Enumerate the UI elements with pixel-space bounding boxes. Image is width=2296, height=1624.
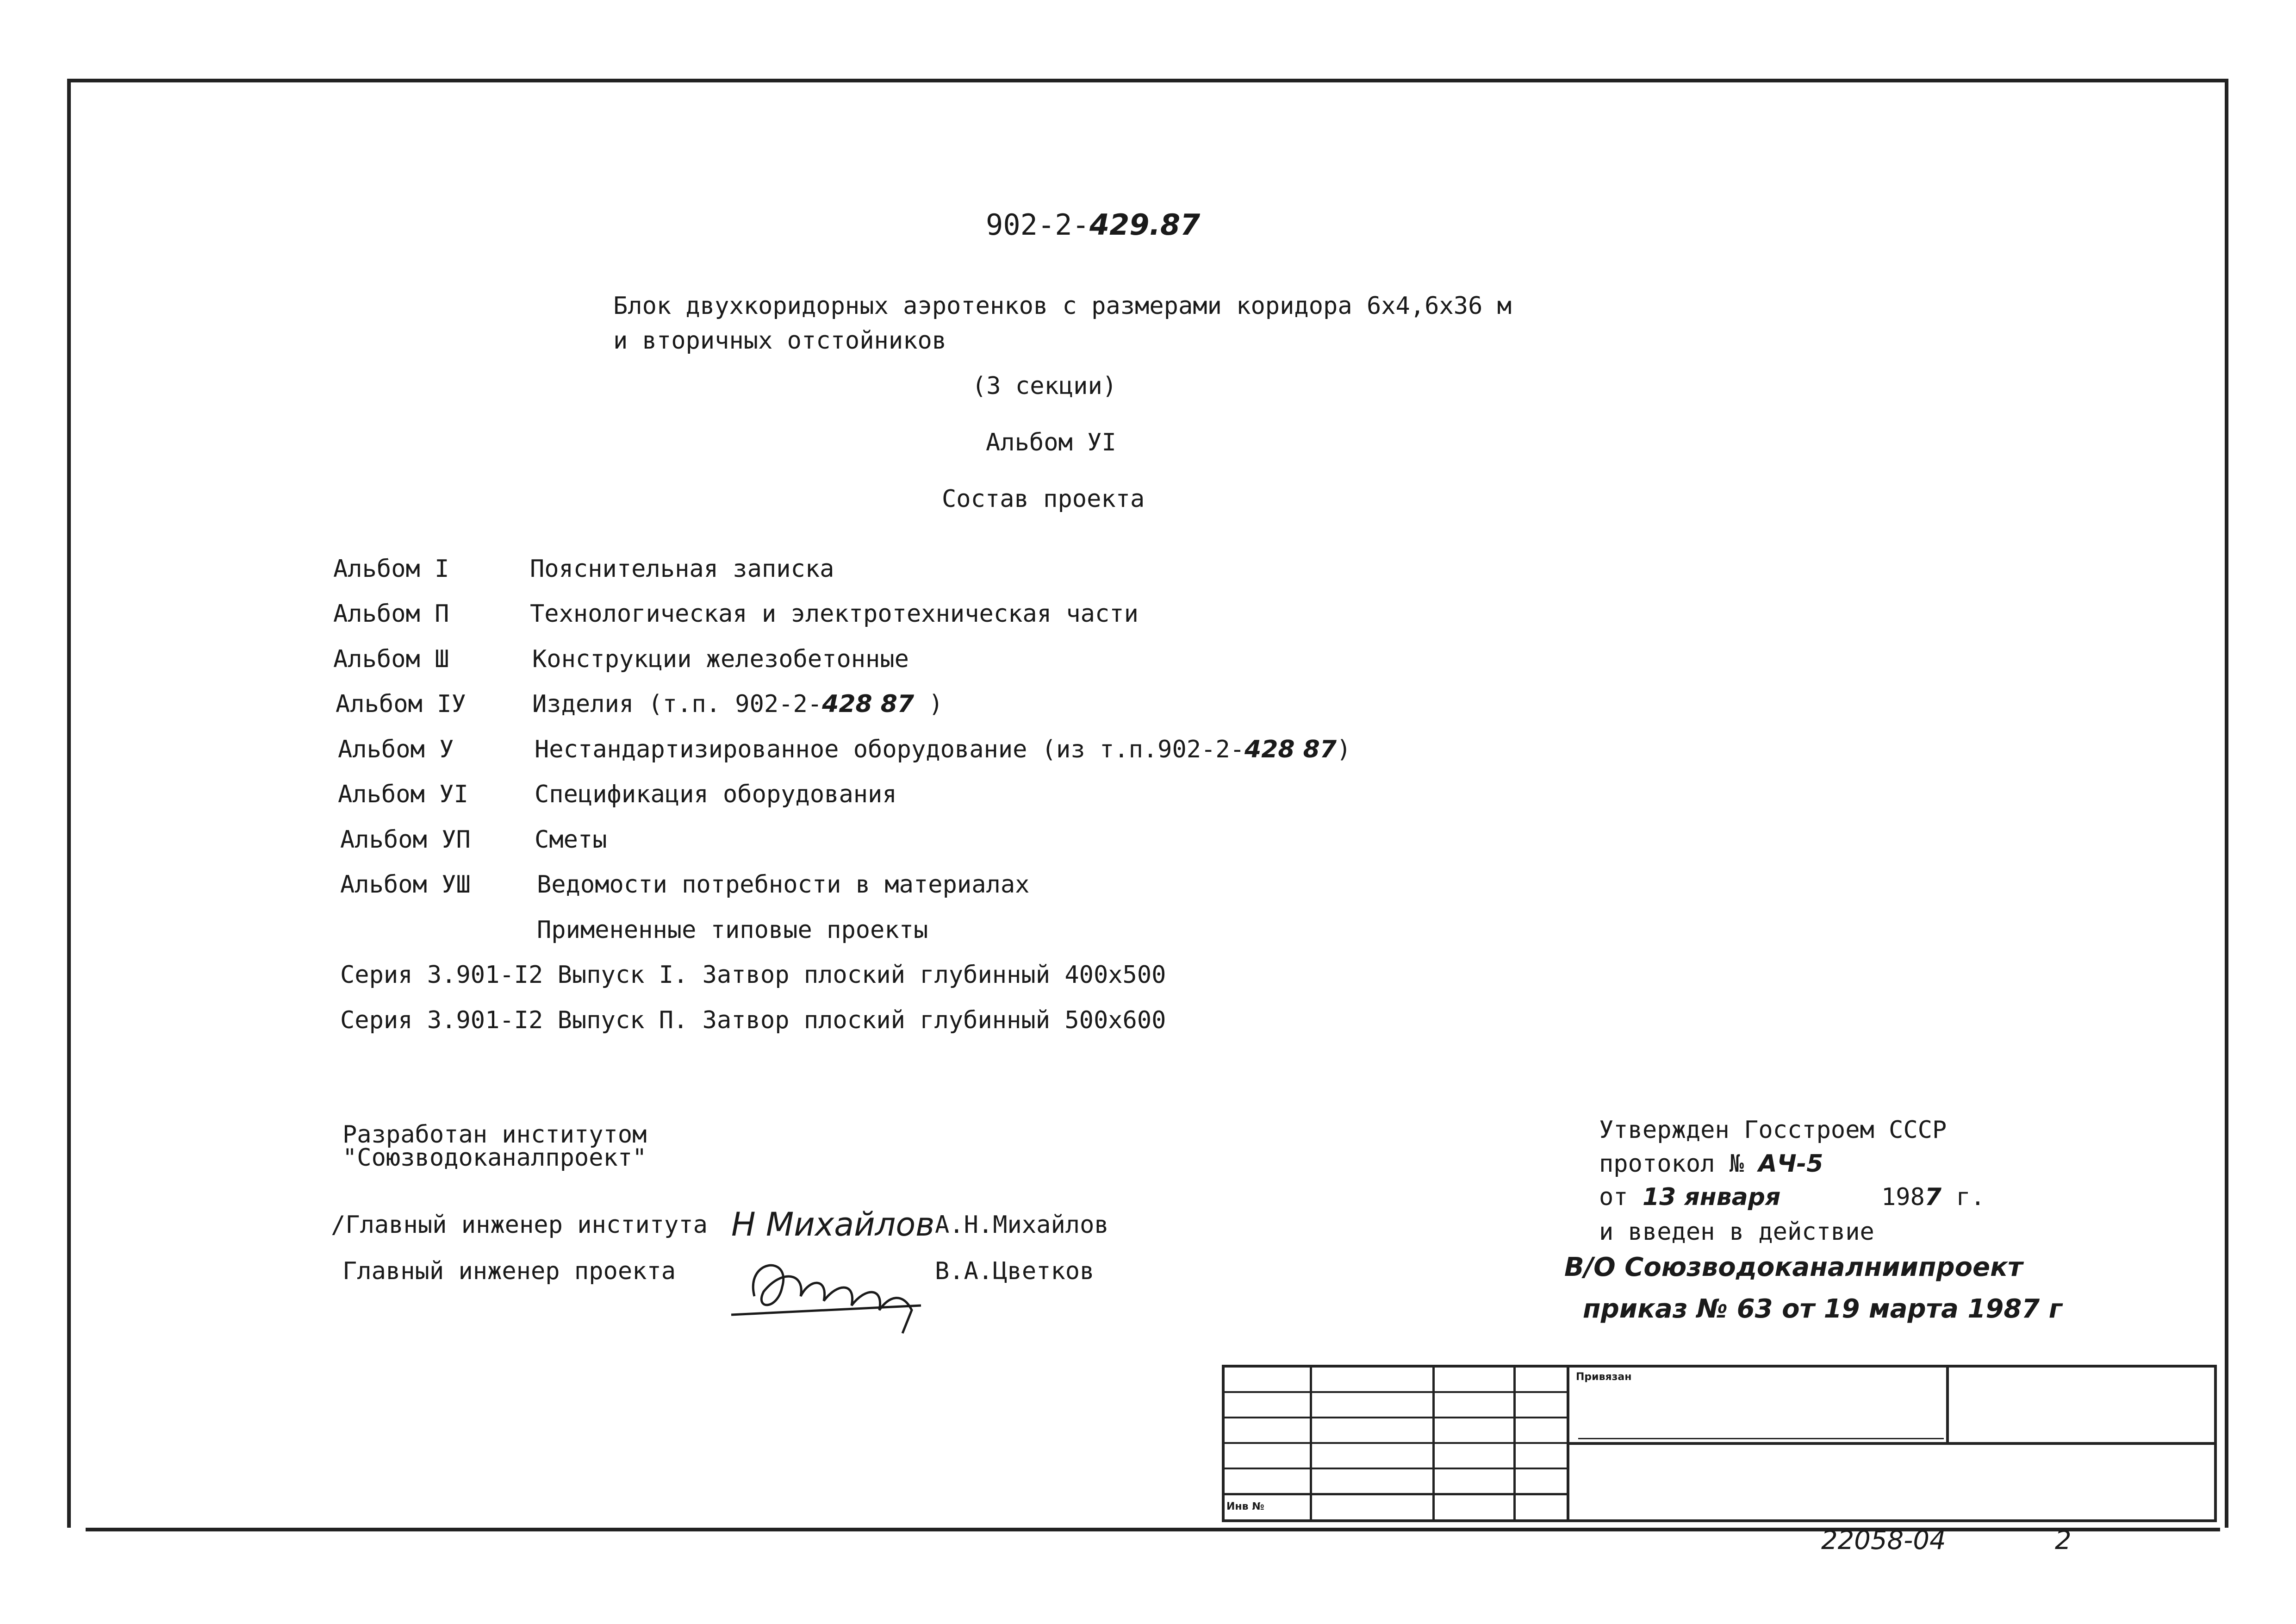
- chief-engineer-institute-name: А.Н.Михайлов: [935, 1211, 1109, 1239]
- album-desc: Сметы: [535, 826, 607, 854]
- chief-engineer-project-name: В.А.Цветков: [935, 1257, 1095, 1285]
- album-label: Альбом I: [333, 555, 449, 583]
- applied-projects-heading: Примененные типовые проекты: [537, 916, 928, 944]
- chief-engineer-project-signature: [727, 1241, 930, 1343]
- enacted-line: и введен в действие: [1599, 1218, 1874, 1246]
- title-line-2: и вторичных отстойников: [613, 327, 947, 355]
- approved-date: от 13 января: [1599, 1183, 1781, 1211]
- title-line-1: Блок двухкоридорных аэротенков с размерами коридора 6х4,6х36 м: [613, 292, 1512, 320]
- stamp-inventory-label: Инв №: [1226, 1501, 1264, 1512]
- chief-engineer-institute-label: /Главный инженер института: [331, 1211, 708, 1239]
- enacted-order: приказ № 63 от 19 марта 1987 г: [1583, 1294, 2062, 1324]
- approved-line-1: Утвержден Госстроем СССР: [1599, 1116, 1947, 1144]
- album-desc: Пояснительная записка: [530, 555, 834, 583]
- stamp-grid-line: [1569, 1442, 2217, 1445]
- chief-engineer-institute-signature: Н Михайлов: [731, 1206, 935, 1243]
- stamp-grid-line: [1222, 1468, 1569, 1469]
- album-label: Альбом УП: [340, 826, 471, 854]
- album-desc: Спецификация оборудования: [535, 781, 897, 808]
- enacted-organization: В/О Союзводоканалниипроект: [1564, 1252, 2023, 1282]
- sections-count: (3 секции): [972, 372, 1117, 400]
- album-label: Альбом Ш: [333, 645, 449, 673]
- album-label: Альбом УШ: [340, 871, 471, 899]
- series-line: Серия 3.901-I2 Выпуск П. Затвор плоский глубинный 500х600: [340, 1006, 1166, 1034]
- chief-engineer-project-label: Главный инженер проекта: [342, 1257, 676, 1285]
- developer-line-2: "Союзводоканалпроект": [342, 1144, 647, 1172]
- album-desc: Нестандартизированное оборудование (из т.п.902-2-428 87): [535, 736, 1351, 763]
- album-desc: Технологическая и электротехническая части: [530, 600, 1139, 628]
- stamp-tied-label: Привязан: [1576, 1371, 1632, 1383]
- album-desc: Конструкции железобетонные: [532, 645, 909, 673]
- approved-protocol: протокол № АЧ-5: [1599, 1150, 1823, 1178]
- developer-line-1: Разработан институтом: [342, 1121, 647, 1149]
- stamp-grid-line: [1222, 1442, 1569, 1444]
- stamp-grid-line: [1222, 1417, 1569, 1418]
- album-label: Альбом IУ: [336, 690, 466, 718]
- album-desc: Ведомости потребности в материалах: [537, 871, 1030, 899]
- series-line: Серия 3.901-I2 Выпуск I. Затвор плоский глубинный 400х500: [340, 961, 1166, 989]
- project-designation: 902-2-429.87: [986, 208, 1201, 242]
- footer-page-number: 2: [2055, 1525, 2072, 1555]
- composition-heading: Состав проекта: [942, 485, 1145, 513]
- album-desc: Изделия (т.п. 902-2-428 87 ): [532, 690, 943, 718]
- footer-code: 22058-04: [1821, 1525, 1946, 1555]
- album-label: Альбом УI: [338, 781, 468, 808]
- album-label: Альбом У: [338, 736, 454, 763]
- approved-year: 1987 г.: [1881, 1183, 1985, 1211]
- stamp-grid-line: [1222, 1493, 1569, 1495]
- stamp-grid-line: [1222, 1391, 1569, 1393]
- stamp-grid-line: [1578, 1438, 1944, 1439]
- album-label: Альбом П: [333, 600, 449, 628]
- album-title: Альбом УI: [986, 429, 1116, 456]
- stamp-grid-line: [1946, 1365, 1949, 1443]
